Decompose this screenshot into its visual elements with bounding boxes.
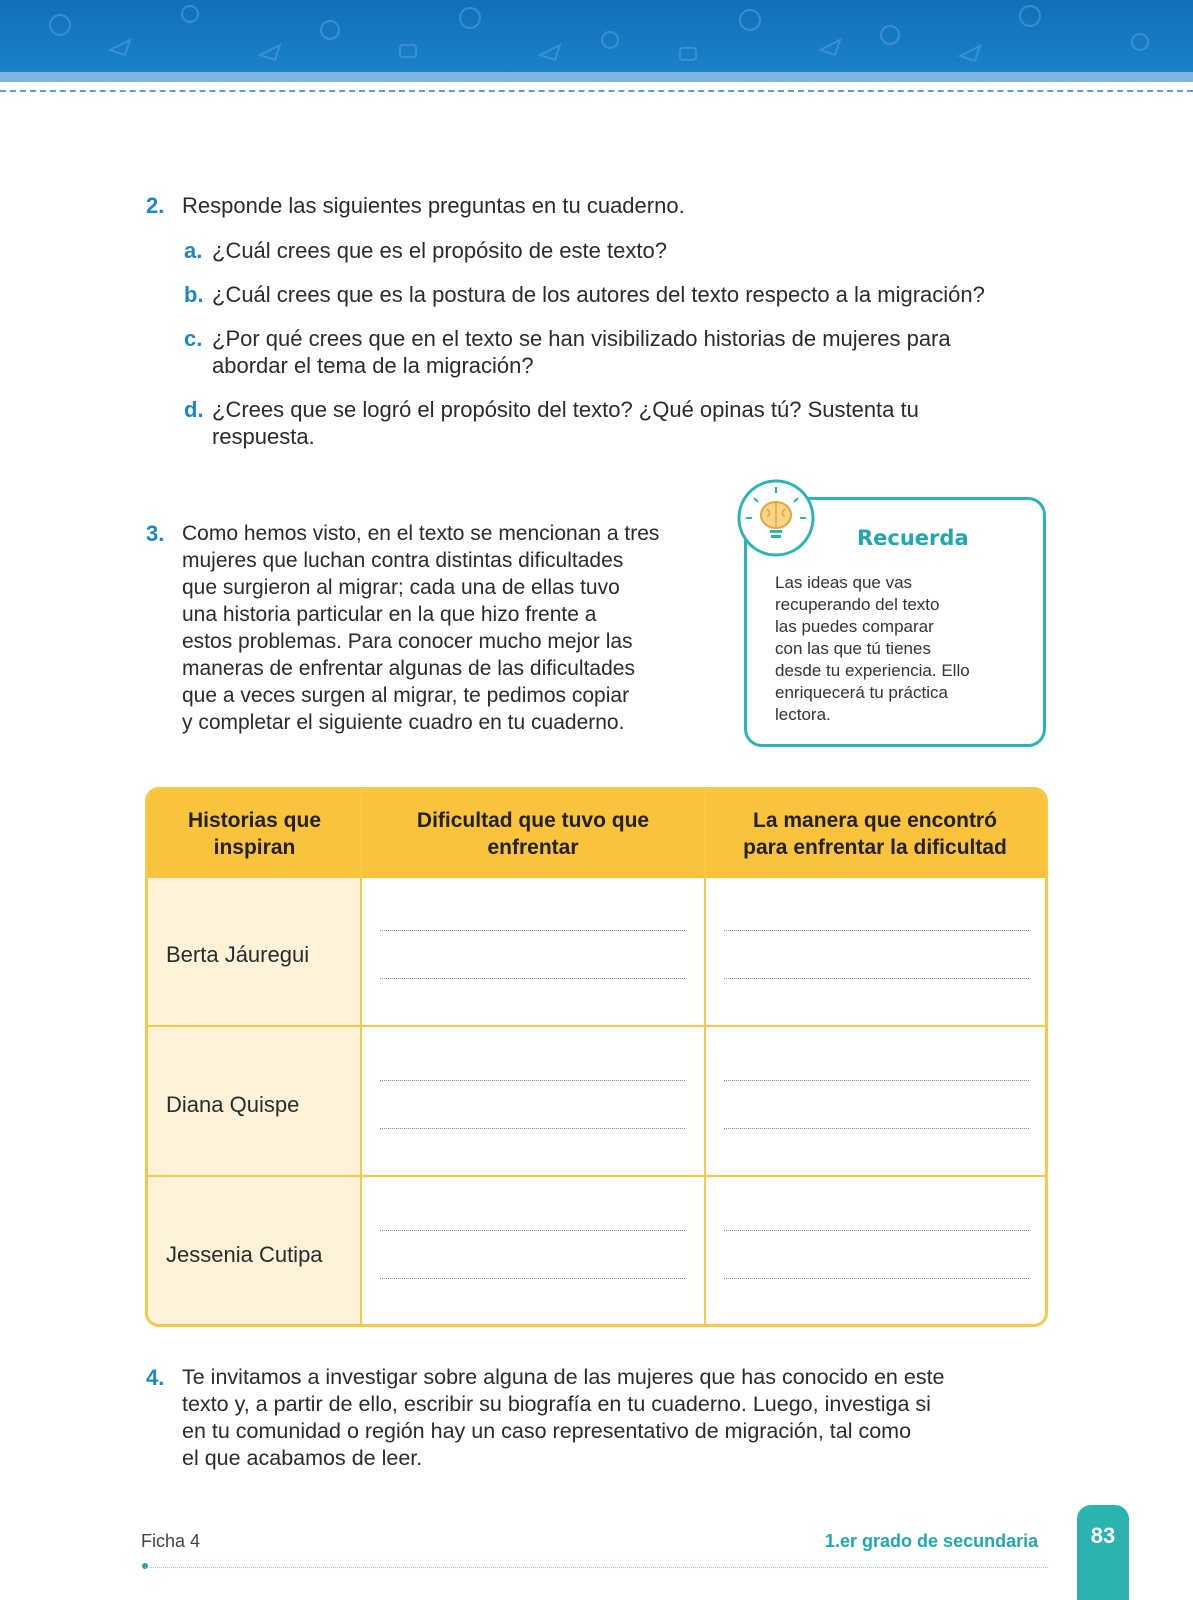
answer-line[interactable] (724, 1080, 1029, 1081)
text-line: mujeres que luchan contra distintas dificultades (182, 549, 624, 572)
column-divider (704, 790, 706, 1327)
item-text: ¿Cuál crees que es el propósito de este texto? (212, 238, 667, 263)
table-row-name: Jessenia Cutipa (166, 1242, 323, 1267)
footer-ficha: Ficha 4 (141, 1531, 201, 1551)
text-line: el que acabamos de leer. (182, 1446, 423, 1470)
recuerda-body (775, 572, 1025, 726)
banner-pattern-icon (0, 0, 1193, 72)
text-line: maneras de enfrentar algunas de las dificultades (182, 657, 635, 680)
text-line: que a veces surgen al migrar, te pedimos copiar (182, 684, 630, 707)
grade-number: 1.er (825, 1531, 858, 1551)
header-line: La manera que encontró (753, 809, 997, 832)
stories-table (145, 787, 1048, 1327)
text-line: Las ideas que vas (775, 573, 913, 592)
text-line: recuperando del texto (775, 595, 940, 614)
grade-text: grado de secundaria (862, 1531, 1039, 1551)
item-letter: b. (184, 282, 204, 307)
answer-line[interactable] (380, 1128, 685, 1129)
footer-grade (825, 1531, 1038, 1552)
question-3-text (182, 520, 722, 736)
item-letter: a. (184, 238, 203, 263)
table-header-cell (705, 790, 1045, 878)
answer-line[interactable] (724, 1230, 1029, 1231)
item-text: ¿Cuál crees que es la postura de los autores del texto respecto a la migración? (212, 282, 985, 307)
text-line: con las que tú tienes (775, 639, 931, 658)
item-letter: c. (184, 326, 203, 351)
question-2c (184, 325, 1046, 385)
header-line: Historias que (187, 809, 322, 832)
text-line: enriquecerá tu práctica (775, 683, 948, 702)
item-text-line2: abordar el tema de la migración? (212, 353, 534, 378)
question-2d (184, 396, 1046, 456)
item-text-line2: respuesta. (212, 424, 315, 449)
table-row-name: Berta Jáuregui (166, 942, 310, 967)
header-line: enfrentar (487, 836, 579, 859)
question-number: 3. (146, 521, 165, 546)
table-header-cell (148, 790, 361, 878)
answer-line[interactable] (724, 1278, 1029, 1279)
answer-line[interactable] (724, 930, 1029, 931)
answer-line[interactable] (724, 978, 1029, 979)
item-letter: d. (184, 397, 204, 422)
footer-dot (142, 1563, 148, 1569)
text-line: Como hemos visto, en el texto se mencionan a tres (182, 522, 660, 545)
row-divider (148, 1175, 1045, 1177)
table-header-cell (361, 790, 705, 878)
header-line: para enfrentar la dificultad (743, 836, 1007, 859)
header-line: Dificultad que tuvo que (416, 809, 650, 832)
question-4 (146, 1364, 1046, 1479)
page-number: 83 (1090, 1523, 1116, 1548)
table-row-name: Diana Quispe (166, 1092, 300, 1117)
answer-line[interactable] (380, 930, 685, 931)
text-line: y completar el siguiente cuadro en tu cuaderno. (182, 711, 625, 734)
answer-line[interactable] (380, 1278, 685, 1279)
question-text: Responde las siguientes preguntas en tu cuaderno. (182, 193, 685, 218)
question-number: 2. (146, 193, 165, 218)
header-line: inspiran (213, 836, 296, 859)
item-text-line1: ¿Crees que se logró el propósito del texto? ¿Qué opinas tú? Sustenta tu (212, 397, 919, 422)
lightbulb-brain-icon (736, 478, 816, 558)
text-line: desde tu experiencia. Ello (775, 661, 970, 680)
question-3 (146, 520, 726, 740)
column-divider (360, 790, 362, 1327)
text-line: estos problemas. Para conocer mucho mejor las (182, 630, 633, 653)
answer-line[interactable] (724, 1128, 1029, 1129)
item-text-line1: ¿Por qué crees que en el texto se han visibilizado historias de mujeres para (212, 326, 951, 351)
text-line: Te invitamos a investigar sobre alguna de las mujeres que has conocido en este (182, 1365, 945, 1389)
text-line: una historia particular en la que hizo frente a (182, 603, 597, 626)
text-line: texto y, a partir de ello, escribir su biografía en tu cuaderno. Luego, investiga si (182, 1392, 931, 1416)
answer-line[interactable] (380, 978, 685, 979)
answer-line[interactable] (380, 1230, 685, 1231)
page-number-tab (1077, 1505, 1129, 1600)
row-divider (148, 1025, 1045, 1027)
text-line: en tu comunidad o región hay un caso representativo de migración, tal como (182, 1419, 912, 1443)
text-line: las puedes comparar (775, 617, 934, 636)
banner-stripe (0, 72, 1193, 82)
header-divider (0, 90, 1193, 92)
answer-line[interactable] (380, 1080, 685, 1081)
text-line: lectora. (775, 705, 831, 724)
recuerda-title: Recuerda (857, 526, 969, 550)
question-4-text (182, 1364, 1044, 1472)
question-number: 4. (146, 1365, 165, 1390)
header-banner (0, 0, 1193, 72)
footer-divider (145, 1567, 1048, 1568)
text-line: que surgieron al migrar; cada una de ellas tuvo (182, 576, 620, 599)
